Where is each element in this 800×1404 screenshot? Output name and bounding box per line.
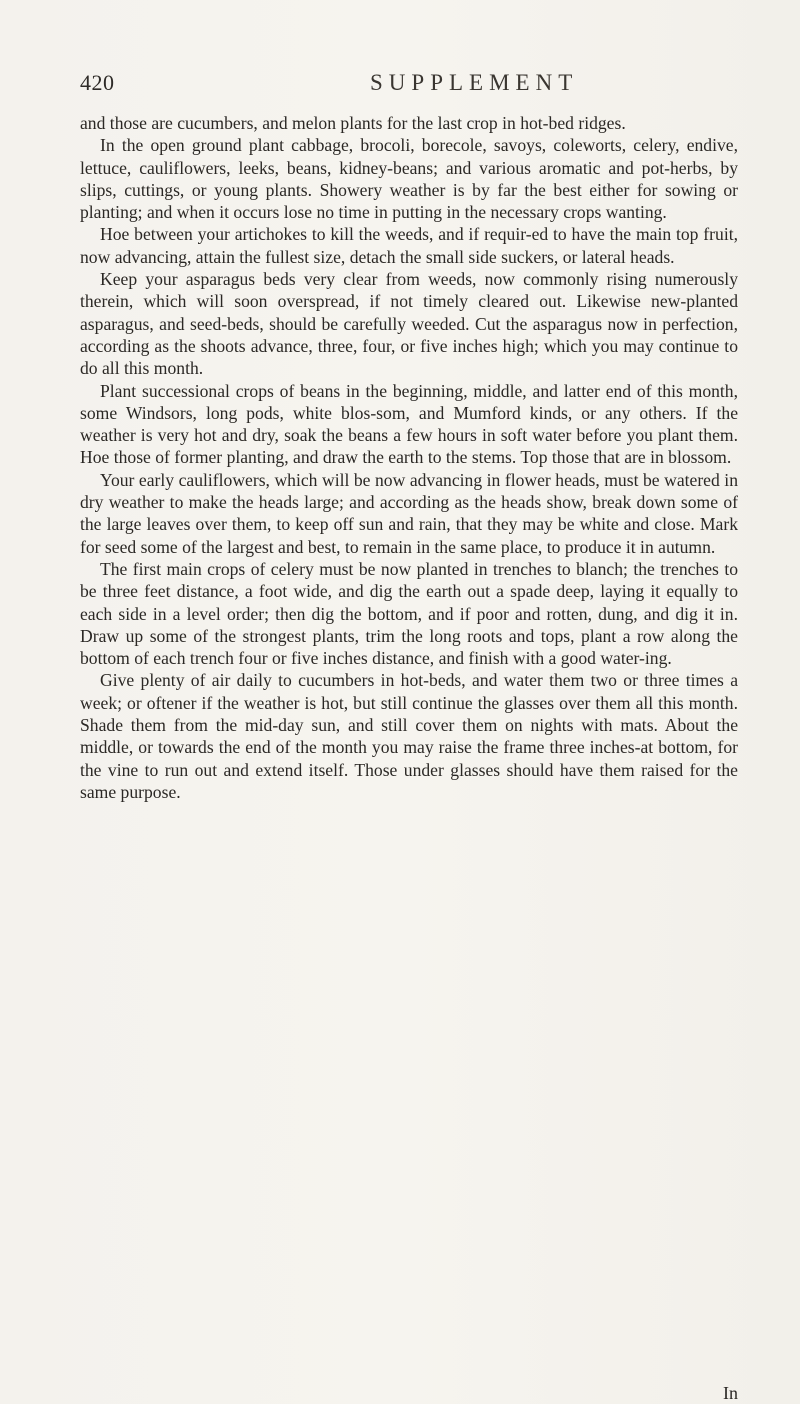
page-number: 420 — [80, 70, 115, 95]
paragraph-celery: The first main crops of celery must be now planted in trenches to blanch; the trenches to be three feet distance, a foot wide, and dig the earth out a spade deep, laying it equally to each side in a level order; then dig the bottom, and if poor and rotten, dung, and dig it in. Draw up some of the strongest plants, trim the long roots and tops, plant a row along the bottom of each trench four or five inches distance, and finish with a good water-ing. — [80, 558, 738, 669]
paragraph-cucumbers: Give plenty of air daily to cucumbers in hot-beds, and water them two or three times a week; or oftener if the weather is hot, but still continue the glasses over them all this month. Shade them from the mid-day sun, and still cover them on nights with mats. About the middle, or towards the end of the month you may raise the frame three inches-at bottom, for the vine to run out and extend itself. Those under glasses should have them raised for the same purpose. — [80, 670, 738, 802]
paragraph-continuation: and those are cucumbers, and melon plants for the last crop in hot-bed ridges. — [80, 113, 626, 133]
paragraph-open-ground: In the open ground plant cabbage, brocoli, borecole, savoys, coleworts, celery, endive, lettuce, cauliflowers, leeks, beans, kidney-beans; and various aromatic and pot-herbs, by slips, cuttings, or young plants. Showery weather is by far the best either for sowing or planting; and when it occurs lose no time in putting in the necessary crops wanting. — [80, 135, 738, 223]
body-text — [80, 112, 738, 803]
running-head: SUPPLEMENT — [370, 70, 579, 95]
paragraph-artichokes: Hoe between your artichokes to kill the weeds, and if requir-ed to have the main top fruit, now advancing, attain the fullest size, detach the small side suckers, or lateral heads. — [80, 224, 738, 267]
paragraph-cauliflowers: Your early cauliflowers, which will be now advancing in flower heads, must be watered in dry weather to make the heads large; and according as the heads show, break down some of the large leaves over them, to keep off sun and rain, that they may be white and close. Mark for seed some of the largest and best, to remain in the same place, to produce it in autumn. — [80, 469, 738, 557]
paragraph-beans: Plant successional crops of beans in the beginning, middle, and latter end of this month, some Windsors, long pods, white blos-som, and Mumford kinds, or any others. If the weather is very hot and dry, soak the beans a few hours in soft water before you plant them. Hoe those of former planting, and draw the earth to the stems. Top those that are in blossom. — [80, 380, 738, 468]
catchword: In — [723, 1383, 738, 1403]
paragraph-asparagus: Keep your asparagus beds very clear from weeds, now commonly rising numerously therein, which will soon overspread, if not timely cleared out. Likewise new-planted asparagus, and seed-beds, should be carefully weeded. Cut the asparagus now in perfection, according as the shoots advance, three, four, or five inches high; which you may continue to do all this month. — [80, 269, 738, 379]
page-header — [80, 70, 740, 104]
